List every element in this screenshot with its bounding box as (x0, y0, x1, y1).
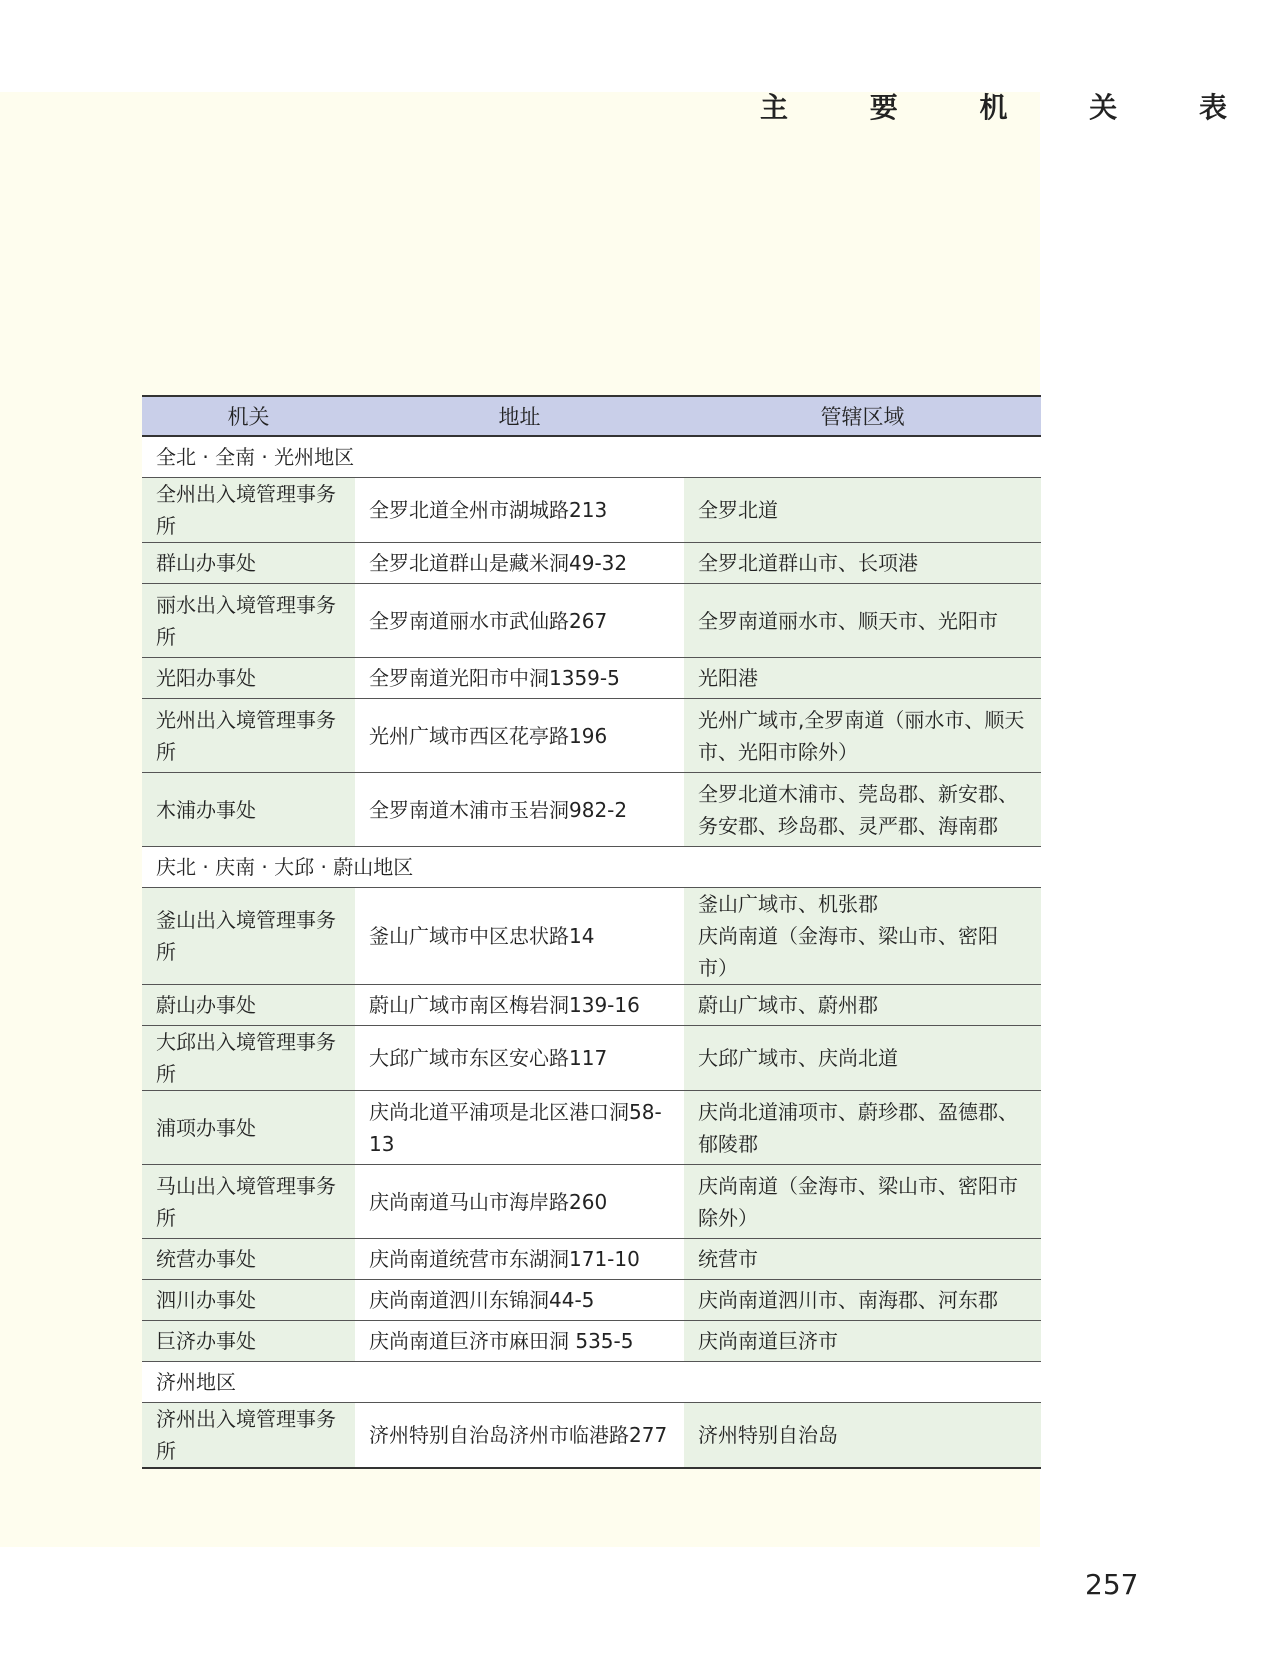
table-row (142, 1280, 1041, 1321)
office-cell: 光阳办事处 (142, 658, 355, 699)
table-row (142, 773, 1041, 847)
section-row (142, 847, 1041, 888)
jurisdiction-cell: 统营市 (684, 1239, 1041, 1280)
table-row (142, 985, 1041, 1026)
office-cell: 浦项办事处 (142, 1091, 355, 1165)
office-cell: 釜山出入境管理事务所 (142, 888, 355, 985)
address-cell: 全罗南道丽水市武仙路267 (355, 584, 684, 658)
header-jurisdiction: 管辖区域 (684, 396, 1041, 436)
address-cell: 全罗南道光阳市中洞1359-5 (355, 658, 684, 699)
header-address: 地址 (355, 396, 684, 436)
table-row (142, 1321, 1041, 1362)
jurisdiction-cell: 庆尚南道巨济市 (684, 1321, 1041, 1362)
office-cell: 全州出入境管理事务所 (142, 478, 355, 543)
office-cell: 丽水出入境管理事务所 (142, 584, 355, 658)
address-cell: 济州特别自治岛济州市临港路277 (355, 1403, 684, 1469)
section-row (142, 436, 1041, 478)
table-row (142, 584, 1041, 658)
office-cell: 马山出入境管理事务所 (142, 1165, 355, 1239)
jurisdiction-cell: 大邱广域市、庆尚北道 (684, 1026, 1041, 1091)
office-cell: 巨济办事处 (142, 1321, 355, 1362)
jurisdiction-cell: 全罗北道 (684, 478, 1041, 543)
jurisdiction-cell: 庆尚南道（金海市、梁山市、密阳市除外） (684, 1165, 1041, 1239)
address-cell: 蔚山广域市南区梅岩洞139-16 (355, 985, 684, 1026)
table-row (142, 1026, 1041, 1091)
jurisdiction-cell: 釜山广域市、机张郡 庆尚南道（金海市、梁山市、密阳市） (684, 888, 1041, 985)
address-cell: 全罗北道全州市湖城路213 (355, 478, 684, 543)
address-cell: 全罗北道群山是藏米洞49-32 (355, 543, 684, 584)
section-name: 济州地区 (142, 1362, 1041, 1403)
jurisdiction-cell: 光阳港 (684, 658, 1041, 699)
office-cell: 群山办事处 (142, 543, 355, 584)
jurisdiction-cell: 蔚山广域市、蔚州郡 (684, 985, 1041, 1026)
table-row (142, 888, 1041, 985)
address-cell: 釜山广域市中区忠状路14 (355, 888, 684, 985)
address-cell: 庆尚南道泗川东锦洞44-5 (355, 1280, 684, 1321)
jurisdiction-cell: 庆尚南道泗川市、南海郡、河东郡 (684, 1280, 1041, 1321)
jurisdiction-cell: 全罗南道丽水市、顺天市、光阳市 (684, 584, 1041, 658)
address-cell: 庆尚北道平浦项是北区港口洞58-13 (355, 1091, 684, 1165)
jurisdiction-cell: 庆尚北道浦项市、蔚珍郡、盈德郡、郁陵郡 (684, 1091, 1041, 1165)
office-cell: 蔚山办事处 (142, 985, 355, 1026)
table-row (142, 1165, 1041, 1239)
address-cell: 大邱广域市东区安心路117 (355, 1026, 684, 1091)
section-name: 全北 · 全南 · 光州地区 (142, 436, 1041, 478)
office-cell: 济州出入境管理事务所 (142, 1403, 355, 1469)
page-title: 主 要 机 关 表 (760, 91, 1263, 124)
address-cell: 光州广域市西区花亭路196 (355, 699, 684, 773)
table-row (142, 543, 1041, 584)
table-row (142, 1239, 1041, 1280)
office-cell: 泗川办事处 (142, 1280, 355, 1321)
address-cell: 庆尚南道统营市东湖洞171-10 (355, 1239, 684, 1280)
header-office: 机关 (142, 396, 355, 436)
table-row (142, 1091, 1041, 1165)
institution-table (142, 395, 1041, 1469)
office-cell: 统营办事处 (142, 1239, 355, 1280)
address-cell: 庆尚南道马山市海岸路260 (355, 1165, 684, 1239)
page-number: 257 (1085, 1568, 1139, 1601)
table-row (142, 699, 1041, 773)
table-header-row (142, 396, 1041, 436)
office-cell: 光州出入境管理事务所 (142, 699, 355, 773)
table-row (142, 478, 1041, 543)
office-cell: 木浦办事处 (142, 773, 355, 847)
section-row (142, 1362, 1041, 1403)
jurisdiction-cell: 济州特别自治岛 (684, 1403, 1041, 1469)
address-cell: 全罗南道木浦市玉岩洞982-2 (355, 773, 684, 847)
section-name: 庆北 · 庆南 · 大邱 · 蔚山地区 (142, 847, 1041, 888)
table-row (142, 1403, 1041, 1469)
office-cell: 大邱出入境管理事务所 (142, 1026, 355, 1091)
table-row (142, 658, 1041, 699)
jurisdiction-cell: 全罗北道木浦市、莞岛郡、新安郡、务安郡、珍岛郡、灵严郡、海南郡 (684, 773, 1041, 847)
jurisdiction-cell: 光州广域市,全罗南道（丽水市、顺天市、光阳市除外） (684, 699, 1041, 773)
jurisdiction-cell: 全罗北道群山市、长项港 (684, 543, 1041, 584)
address-cell: 庆尚南道巨济市麻田洞 535-5 (355, 1321, 684, 1362)
